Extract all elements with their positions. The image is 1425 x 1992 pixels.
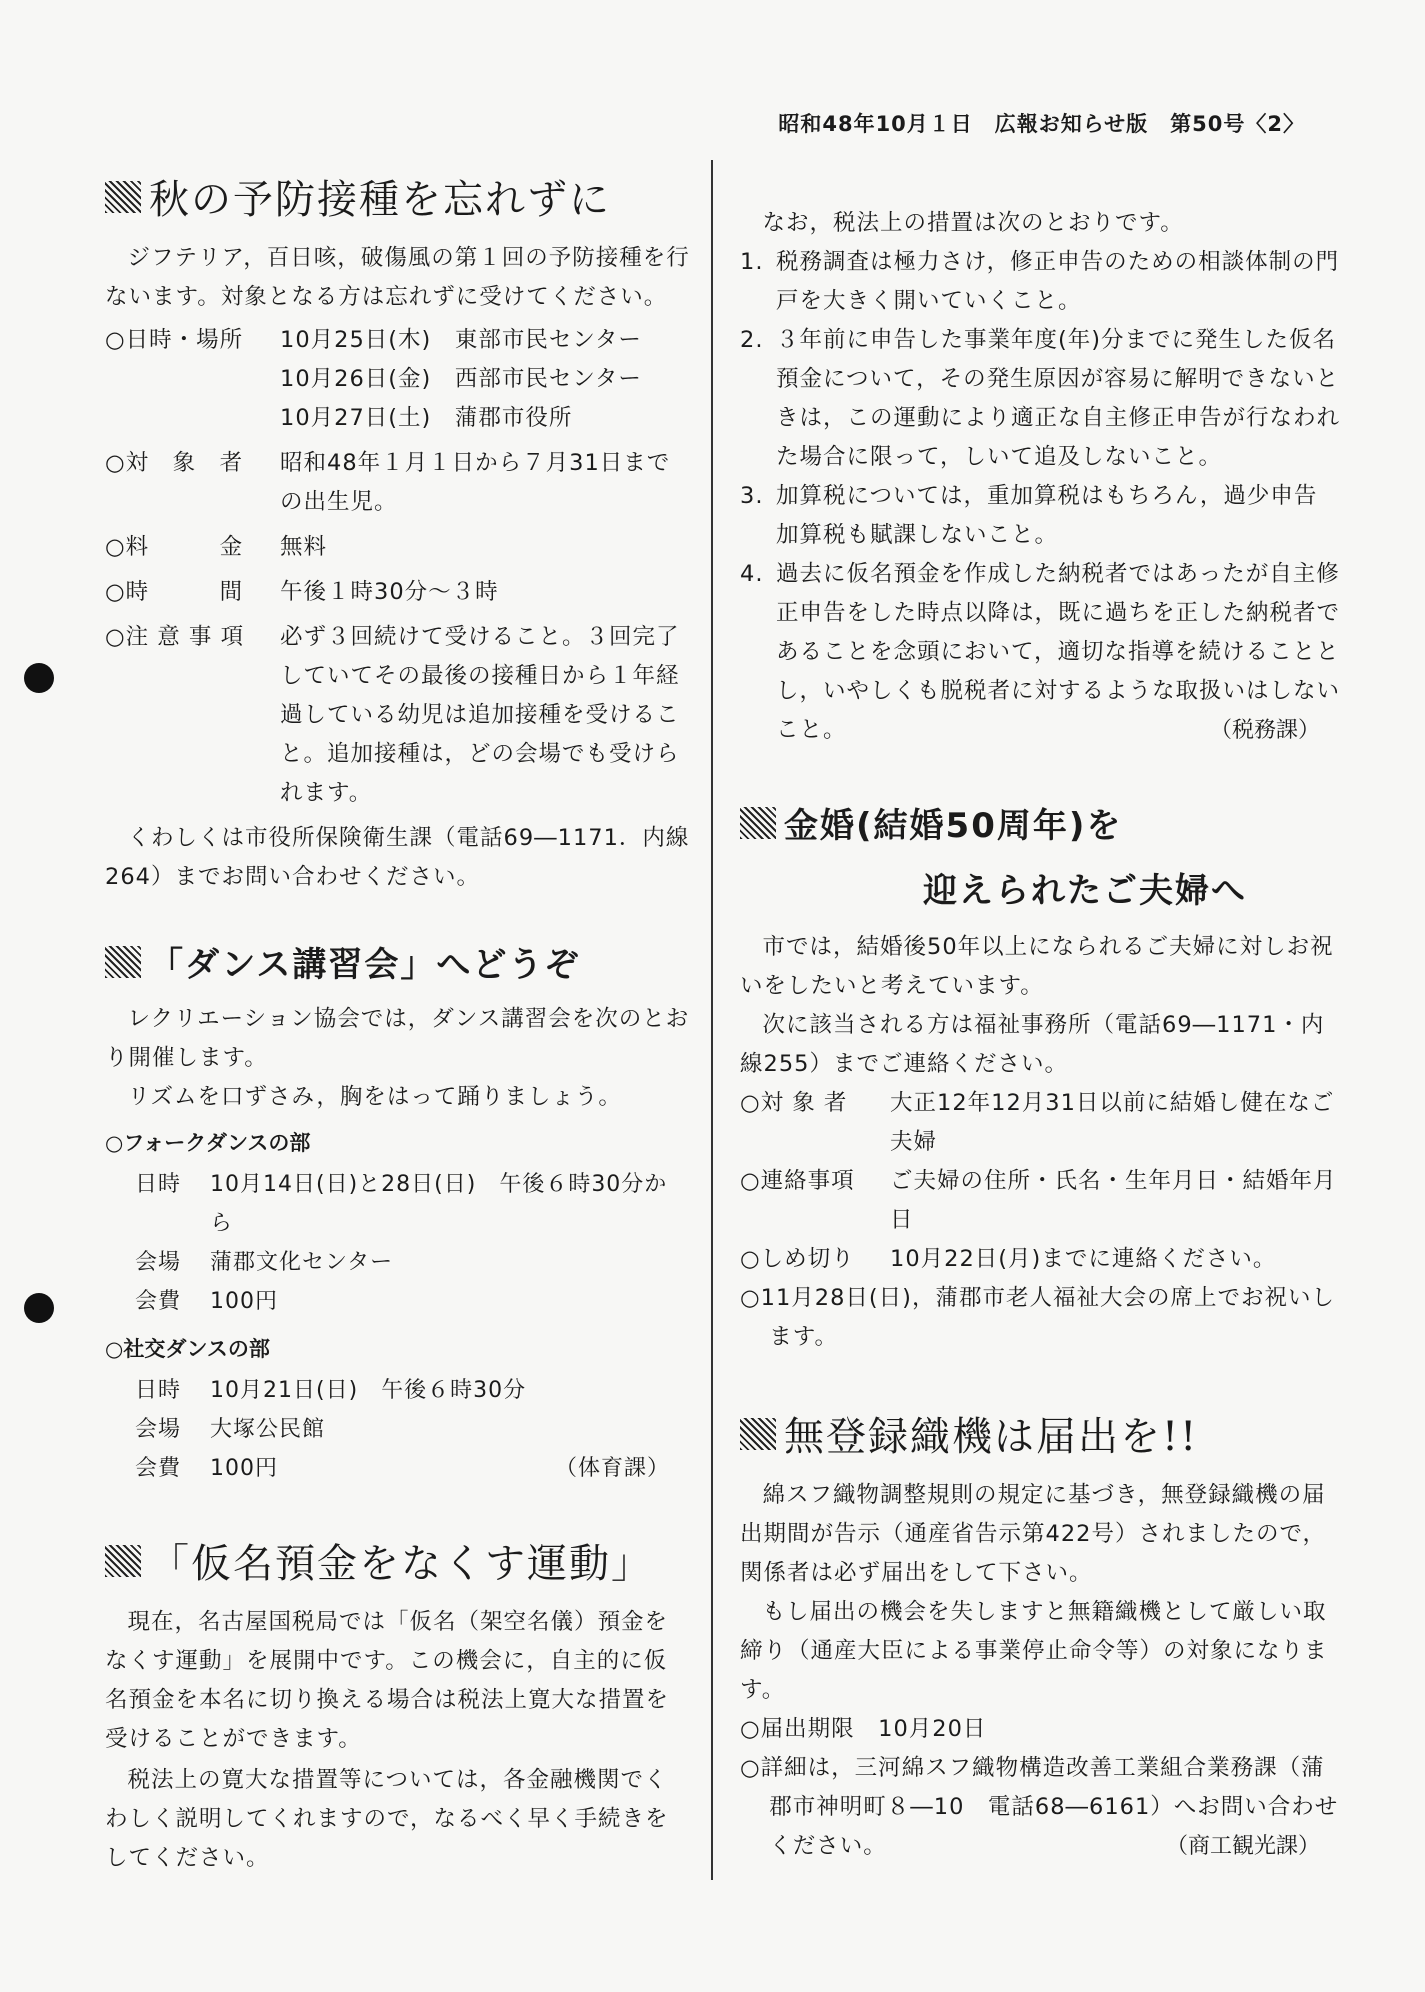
dance-title: 「ダンス講習会」へどうぞ bbox=[105, 937, 690, 986]
tax-measure-item: 4. 過去に仮名預金を作成した納税者ではあったが自主修正申告をした時点以降は，既に過ちを正した納税者であることを念頭において，適切な指導を続けることとし，いやしくも脱税者に対するような取扱いはしないこと。 bbox=[740, 561, 1341, 743]
social-dance-row: 会費 100円 （体育課） bbox=[105, 1449, 690, 1488]
social-dance-row: 日時 10月21日(日) 午後６時30分 bbox=[135, 1378, 527, 1403]
schedule-item: 10月25日(木) 東部市民センター bbox=[280, 327, 642, 353]
folk-dance-heading: ○フォークダンスの部 bbox=[105, 1131, 311, 1155]
loom-paragraph: 綿スフ織物調整規則の規定に基づき，無登録織機の届出期間が告示（通産省告示第422号）されましたので，関係者は必ず届出をして下さい。 bbox=[740, 1482, 1326, 1586]
hatch-icon bbox=[105, 946, 141, 978]
loom-dept: （商工観光課） bbox=[1165, 1834, 1320, 1859]
target-value: 昭和48年１月１日から７月31日までの出生児。 bbox=[280, 450, 671, 515]
golden-anniversary-article bbox=[740, 798, 1340, 1357]
dance-intro-2: リズムを口ずさみ，胸をはって踊りましょう。 bbox=[127, 1084, 622, 1110]
dance-intro: レクリエーション協会では，ダンス講習会を次のとおり開催します。 bbox=[105, 1006, 690, 1071]
page-header: 昭和48年10月１日 広報お知らせ版 第50号〈2〉 bbox=[778, 112, 1305, 136]
binding-hole-top bbox=[24, 663, 54, 693]
folk-dance-row: 日時 10月14日(日)と28日(日) 午後６時30分から bbox=[135, 1172, 668, 1236]
social-dance-heading: ○社交ダンスの部 bbox=[105, 1337, 270, 1361]
hatch-icon bbox=[740, 1418, 776, 1450]
tax-measure-item: 3. 加算税については，重加算税はもちろん，過少申告加算税も賦課しないこと。 bbox=[740, 483, 1318, 548]
golden-title-2: 迎えられたご夫婦へ bbox=[923, 871, 1247, 911]
golden-paragraph: 次に該当される方は福祉事務所（電話69―1171・内線255）までご連絡ください。 bbox=[740, 1012, 1325, 1077]
dance-dept: （体育課） bbox=[554, 1456, 670, 1481]
time-row bbox=[105, 573, 690, 612]
golden-deadline-row: ○しめ切り 10月22日(月)までに連絡ください。 bbox=[740, 1246, 1277, 1272]
golden-title: 金婚(結婚50周年)を bbox=[740, 798, 1340, 847]
tax-dept: （税務課） bbox=[1209, 718, 1320, 743]
schedule-item: 10月26日(金) 西部市民センター bbox=[280, 366, 642, 392]
left-column bbox=[105, 168, 690, 1878]
fee-value: 無料 bbox=[280, 534, 328, 560]
tax-paragraph: 税法上の寛大な措置等については，各金融機関でくわしく説明してくれますので，なるべく早く手続きをしてください。 bbox=[105, 1767, 669, 1871]
dance-article bbox=[105, 937, 690, 1488]
loom-period: ○届出期限 10月20日 bbox=[740, 1716, 987, 1742]
hatch-icon bbox=[740, 807, 776, 839]
loom-paragraph: もし届出の機会を失しますと無籍織機として厳しい取締り（通産大臣による事業停止命令等）の対象になります。 bbox=[740, 1599, 1328, 1703]
tax-measures-intro: なお，税法上の措置は次のとおりです。 bbox=[762, 210, 1184, 236]
target-label: ○対 象 者 bbox=[105, 450, 244, 476]
tax-measure-item: 2. ３年前に申告した事業年度(年)分までに発生した仮名預金について，その発生原因が容易に解明できないときは，この運動により適正な自主修正申告が行なわれた場合に限って，しいて追及しないこと。 bbox=[740, 327, 1341, 470]
schedule-item: 10月27日(土) 蒲郡市役所 bbox=[280, 405, 573, 431]
hatch-icon bbox=[105, 181, 141, 213]
vaccination-contact: くわしくは市役所保険衛生課（電話69―1171．内線264）までお問い合わせください。 bbox=[105, 825, 690, 890]
schedule-row bbox=[105, 321, 690, 438]
folk-dance-row: 会場 蒲郡文化センター bbox=[135, 1250, 394, 1275]
golden-paragraph: 市では，結婚後50年以上になられるご夫婦に対しお祝いをしたいと考えています。 bbox=[740, 934, 1334, 999]
hatch-icon bbox=[105, 1545, 141, 1577]
note-value: 必ず３回続けて受けること。３回完了していてその最後の接種日から１年経過している幼児は追加接種を受けること。追加接種は，どの会場でも受けられます。 bbox=[280, 624, 680, 806]
vaccination-intro: ジフテリア，百日咳，破傷風の第１回の予防接種を行ないます。対象となる方は忘れずに受けてください。 bbox=[105, 245, 690, 310]
fee-row bbox=[105, 528, 690, 567]
time-label: ○時 間 bbox=[105, 579, 244, 605]
right-column-body bbox=[740, 204, 1340, 1866]
vaccination-title: 秋の予防接種を忘れずに bbox=[105, 168, 690, 225]
time-value: 午後１時30分～３時 bbox=[280, 579, 499, 605]
loom-detail: ○詳細は，三河綿スフ織物構造改善工業組合業務課（蒲郡市神明町８―10 電話68―6161）へお問い合わせください。 bbox=[740, 1755, 1339, 1859]
tax-paragraph: 現在，名古屋国税局では「仮名（架空名儀）預金をなくす運動」を展開中です。この機会に，自主的に仮名預金を本名に切り換える場合は税法上寛大な措置を受けることができます。 bbox=[105, 1609, 670, 1752]
tax-measure-item: 1. 税務調査は極力さけ，修正申告のための相談体制の門戸を大きく開いていくこと。 bbox=[740, 249, 1340, 314]
schedule-label: ○日時・場所 bbox=[105, 327, 244, 353]
folk-dance-row: 会費 100円 bbox=[135, 1289, 278, 1314]
note-label: ○注 意 事 項 bbox=[105, 624, 245, 650]
golden-contact-row: ○連絡事項 ご夫婦の住所・氏名・生年月日・結婚年月日 bbox=[740, 1168, 1337, 1233]
fee-label: ○料 金 bbox=[105, 534, 244, 560]
column-divider bbox=[711, 160, 713, 1880]
tax-article bbox=[105, 1532, 690, 1878]
binding-hole-bottom bbox=[24, 1293, 54, 1323]
vaccination-article bbox=[105, 168, 690, 897]
target-row bbox=[105, 444, 690, 522]
golden-target-row: ○対 象 者 大正12年12月31日以前に結婚し健在なご夫婦 bbox=[740, 1090, 1335, 1155]
tax-title: 「仮名預金をなくす運動」 bbox=[105, 1532, 690, 1589]
note-row bbox=[105, 618, 690, 813]
loom-title: 無登録織機は届出を!! bbox=[740, 1405, 1340, 1462]
social-dance-row: 会場 大塚公民館 bbox=[135, 1417, 326, 1442]
golden-event: ○11月28日(日)，蒲郡市老人福祉大会の席上でお祝いします。 bbox=[740, 1285, 1335, 1350]
loom-article bbox=[740, 1405, 1340, 1866]
